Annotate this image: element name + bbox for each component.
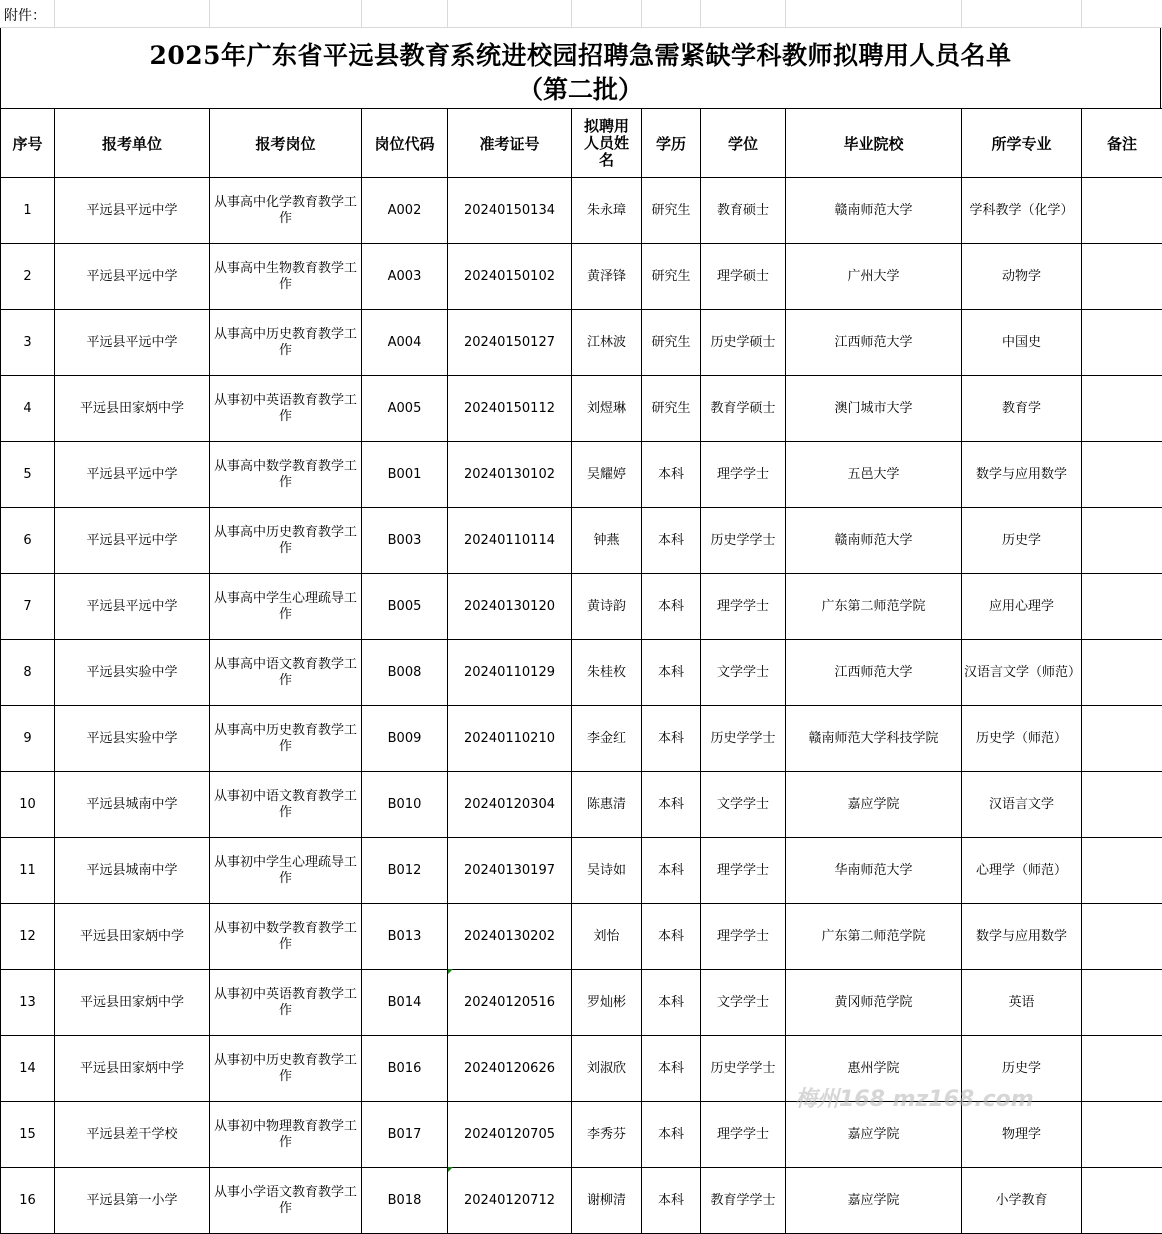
cell-no: 7 [1,574,55,640]
table-row [1,1168,1162,1234]
cell-remark [1082,508,1162,574]
cell-remark [1082,442,1162,508]
cell-unit: 平远县平远中学 [55,442,210,508]
cell-major: 心理学（师范） [962,838,1082,904]
cell-degree: 理学学士 [701,1102,786,1168]
header-no: 序号 [1,109,55,178]
cell-exam-no: 20240120304 [448,772,572,838]
cell-no: 1 [1,178,55,244]
cell-name: 朱桂枚 [572,640,642,706]
cell-unit: 平远县田家炳中学 [55,904,210,970]
header-name: 拟聘用人员姓名 [572,109,642,178]
cell-code: B008 [362,640,448,706]
cell-major: 汉语言文学（师范） [962,640,1082,706]
cell-no: 2 [1,244,55,310]
cell-no: 14 [1,1036,55,1102]
cell-unit: 平远县田家炳中学 [55,376,210,442]
attachment-label: 附件： [4,8,46,24]
cell-post: 从事初中数学教育教学工作 [210,904,362,970]
cell-no: 10 [1,772,55,838]
cell-code: B009 [362,706,448,772]
cell-code: A002 [362,178,448,244]
cell-post: 从事初中语文教育教学工作 [210,772,362,838]
cell-comment-marker [448,1167,453,1172]
header-row [1,109,1162,178]
cell-name: 江林波 [572,310,642,376]
cell-school: 赣南师范大学 [786,508,962,574]
table-row [1,244,1162,310]
grid-line [209,0,210,28]
cell-code: B017 [362,1102,448,1168]
cell-unit: 平远县平远中学 [55,574,210,640]
cell-name: 黄泽锋 [572,244,642,310]
cell-code: B005 [362,574,448,640]
cell-degree: 文学学士 [701,772,786,838]
cell-code: A005 [362,376,448,442]
cell-unit: 平远县差干学校 [55,1102,210,1168]
table-row [1,574,1162,640]
grid-line [641,0,642,28]
cell-degree: 历史学学士 [701,508,786,574]
title-line-2: （第二批） [517,75,643,104]
cell-post: 从事高中学生心理疏导工作 [210,574,362,640]
cell-major: 教育学 [962,376,1082,442]
cell-major: 历史学（师范） [962,706,1082,772]
grid-line [571,0,572,28]
cell-no: 9 [1,706,55,772]
cell-post: 从事初中英语教育教学工作 [210,376,362,442]
cell-code: B013 [362,904,448,970]
cell-remark [1082,178,1162,244]
cell-degree: 理学硕士 [701,244,786,310]
cell-major: 数学与应用数学 [962,442,1082,508]
cell-name: 刘怡 [572,904,642,970]
table-row [1,508,1162,574]
cell-exam-no: 20240120626 [448,1036,572,1102]
grid-line [961,0,962,28]
cell-exam-no: 20240110129 [448,640,572,706]
cell-exam-no: 20240120712 [448,1168,572,1234]
cell-major: 历史学 [962,508,1082,574]
cell-name: 黄诗韵 [572,574,642,640]
cell-remark [1082,376,1162,442]
cell-exam-no: 20240150134 [448,178,572,244]
header-unit: 报考单位 [55,109,210,178]
cell-exam-no: 20240150112 [448,376,572,442]
cell-unit: 平远县平远中学 [55,244,210,310]
roster-table [0,108,1162,1234]
table-row [1,838,1162,904]
cell-name: 罗灿彬 [572,970,642,1036]
cell-school: 华南师范大学 [786,838,962,904]
grid-line [54,0,55,28]
cell-education: 本科 [642,508,701,574]
watermark-logo: 梅州168 mz168.com [795,1087,1034,1112]
cell-unit: 平远县城南中学 [55,838,210,904]
cell-school: 江西师范大学 [786,640,962,706]
cell-code: A003 [362,244,448,310]
cell-degree: 历史学硕士 [701,310,786,376]
cell-school: 嘉应学院 [786,1102,962,1168]
cell-no: 15 [1,1102,55,1168]
cell-unit: 平远县平远中学 [55,508,210,574]
cell-comment-marker [448,969,453,974]
cell-name: 吴耀婷 [572,442,642,508]
table-row [1,178,1162,244]
cell-remark [1082,772,1162,838]
cell-unit: 平远县平远中学 [55,178,210,244]
cell-degree: 教育学硕士 [701,376,786,442]
cell-education: 本科 [642,838,701,904]
table-row [1,772,1162,838]
cell-post: 从事小学语文教育教学工作 [210,1168,362,1234]
cell-name: 李金红 [572,706,642,772]
cell-name: 谢柳清 [572,1168,642,1234]
cell-school: 嘉应学院 [786,1168,962,1234]
cell-exam-no: 20240150102 [448,244,572,310]
cell-school: 澳门城市大学 [786,376,962,442]
grid-line [361,0,362,28]
cell-school: 江西师范大学 [786,310,962,376]
cell-major: 英语 [962,970,1082,1036]
cell-education: 本科 [642,904,701,970]
cell-education: 研究生 [642,244,701,310]
cell-education: 本科 [642,1168,701,1234]
cell-exam-no: 20240130120 [448,574,572,640]
cell-school: 赣南师范大学科技学院 [786,706,962,772]
cell-unit: 平远县第一小学 [55,1168,210,1234]
table-row [1,904,1162,970]
cell-exam-no: 20240120705 [448,1102,572,1168]
cell-post: 从事初中历史教育教学工作 [210,1036,362,1102]
cell-post: 从事高中语文教育教学工作 [210,640,362,706]
cell-post: 从事高中历史教育教学工作 [210,508,362,574]
cell-school: 广东第二师范学院 [786,904,962,970]
cell-name: 吴诗如 [572,838,642,904]
cell-major: 学科教学（化学） [962,178,1082,244]
cell-name: 刘淑欣 [572,1036,642,1102]
cell-name: 陈惠清 [572,772,642,838]
cell-education: 本科 [642,442,701,508]
cell-no: 5 [1,442,55,508]
cell-school: 五邑大学 [786,442,962,508]
header-post: 报考岗位 [210,109,362,178]
cell-remark [1082,574,1162,640]
attachment-row [0,0,1162,28]
cell-post: 从事高中历史教育教学工作 [210,706,362,772]
cell-no: 16 [1,1168,55,1234]
table-row [1,376,1162,442]
table-row [1,310,1162,376]
cell-post: 从事初中英语教育教学工作 [210,970,362,1036]
cell-post: 从事初中物理教育教学工作 [210,1102,362,1168]
header-exam-no: 准考证号 [448,109,572,178]
cell-education: 研究生 [642,178,701,244]
cell-no: 13 [1,970,55,1036]
cell-code: A004 [362,310,448,376]
cell-major: 数学与应用数学 [962,904,1082,970]
cell-post: 从事高中化学教育教学工作 [210,178,362,244]
cell-exam-no: 20240110114 [448,508,572,574]
grid-line [700,0,701,28]
header-degree: 学位 [701,109,786,178]
cell-remark [1082,838,1162,904]
cell-education: 本科 [642,706,701,772]
cell-education: 本科 [642,1036,701,1102]
cell-school: 赣南师范大学 [786,178,962,244]
cell-remark [1082,1036,1162,1102]
cell-major: 汉语言文学 [962,772,1082,838]
header-education: 学历 [642,109,701,178]
cell-no: 3 [1,310,55,376]
cell-major: 中国史 [962,310,1082,376]
cell-post: 从事高中生物教育教学工作 [210,244,362,310]
cell-major: 应用心理学 [962,574,1082,640]
cell-major: 动物学 [962,244,1082,310]
cell-exam-no: 20240110210 [448,706,572,772]
cell-unit: 平远县城南中学 [55,772,210,838]
cell-name: 李秀芬 [572,1102,642,1168]
cell-remark [1082,1102,1162,1168]
cell-remark [1082,640,1162,706]
cell-code: B014 [362,970,448,1036]
cell-education: 研究生 [642,376,701,442]
table-row [1,442,1162,508]
cell-major: 历史学 [962,1036,1082,1102]
cell-degree: 历史学学士 [701,1036,786,1102]
cell-education: 本科 [642,1102,701,1168]
cell-degree: 教育学学士 [701,1168,786,1234]
cell-remark [1082,706,1162,772]
cell-school: 广州大学 [786,244,962,310]
table-row [1,970,1162,1036]
cell-degree: 教育硕士 [701,178,786,244]
cell-code: B003 [362,508,448,574]
cell-school: 广东第二师范学院 [786,574,962,640]
cell-exam-no: 20240130102 [448,442,572,508]
cell-no: 6 [1,508,55,574]
cell-school: 惠州学院 [786,1036,962,1102]
cell-post: 从事高中数学教育教学工作 [210,442,362,508]
cell-no: 4 [1,376,55,442]
cell-education: 本科 [642,574,701,640]
cell-degree: 文学学士 [701,970,786,1036]
cell-education: 本科 [642,772,701,838]
cell-school: 黄冈师范学院 [786,970,962,1036]
cell-code: B016 [362,1036,448,1102]
title-line-1: 2025年广东省平远县教育系统进校园招聘急需紧缺学科教师拟聘用人员名单 [149,41,1012,70]
cell-exam-no: 20240150127 [448,310,572,376]
cell-name: 朱永璋 [572,178,642,244]
cell-name: 刘煜琳 [572,376,642,442]
cell-education: 研究生 [642,310,701,376]
cell-degree: 理学学士 [701,574,786,640]
grid-line [1081,0,1082,28]
grid-line [447,0,448,28]
cell-education: 本科 [642,970,701,1036]
table-row [1,706,1162,772]
cell-name: 钟燕 [572,508,642,574]
cell-no: 12 [1,904,55,970]
cell-degree: 理学学士 [701,904,786,970]
cell-exam-no: 20240130197 [448,838,572,904]
cell-education: 本科 [642,640,701,706]
cell-degree: 理学学士 [701,838,786,904]
document-title [0,28,1161,108]
cell-code: B012 [362,838,448,904]
header-major: 所学专业 [962,109,1082,178]
cell-code: B018 [362,1168,448,1234]
cell-code: B001 [362,442,448,508]
cell-code: B010 [362,772,448,838]
cell-remark [1082,1168,1162,1234]
cell-unit: 平远县平远中学 [55,310,210,376]
cell-school: 嘉应学院 [786,772,962,838]
header-code: 岗位代码 [362,109,448,178]
cell-remark [1082,970,1162,1036]
table-row [1,640,1162,706]
cell-unit: 平远县实验中学 [55,706,210,772]
cell-unit: 平远县实验中学 [55,640,210,706]
header-remark: 备注 [1082,109,1162,178]
cell-remark [1082,244,1162,310]
cell-no: 11 [1,838,55,904]
cell-degree: 历史学学士 [701,706,786,772]
cell-exam-no: 20240120516 [448,970,572,1036]
cell-post: 从事高中历史教育教学工作 [210,310,362,376]
cell-remark [1082,310,1162,376]
cell-unit: 平远县田家炳中学 [55,970,210,1036]
cell-degree: 理学学士 [701,442,786,508]
cell-unit: 平远县田家炳中学 [55,1036,210,1102]
cell-exam-no: 20240130202 [448,904,572,970]
cell-remark [1082,904,1162,970]
cell-major: 物理学 [962,1102,1082,1168]
grid-line [785,0,786,28]
cell-post: 从事初中学生心理疏导工作 [210,838,362,904]
cell-no: 8 [1,640,55,706]
header-school: 毕业院校 [786,109,962,178]
cell-major: 小学教育 [962,1168,1082,1234]
cell-degree: 文学学士 [701,640,786,706]
